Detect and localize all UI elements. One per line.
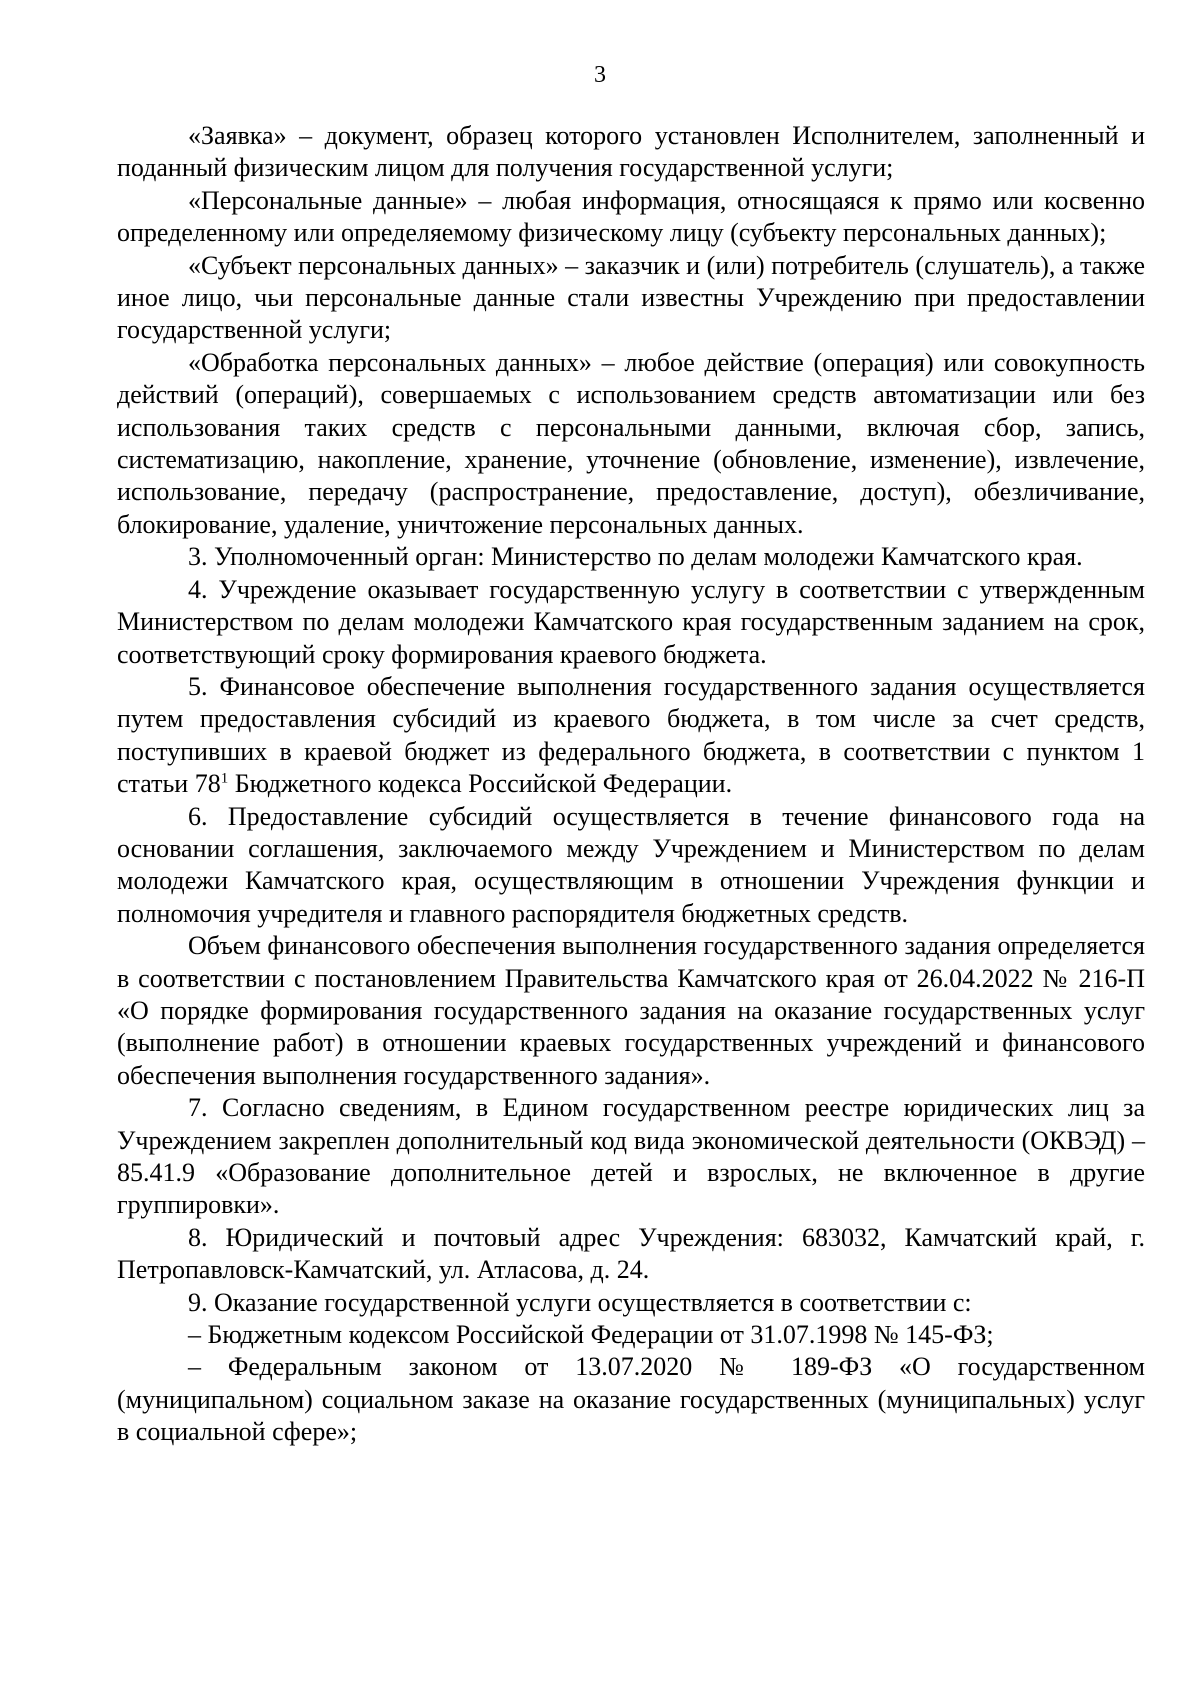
paragraph-item-7: 7. Согласно сведениям, в Едином государственном реестре юридических лиц за Учреждением закреплен дополнительный код вида экономической деятельности (ОКВЭД) – 85.41.9 «Образование дополнительное детей и взрослых, не включенное в другие группировки».: [117, 1093, 1145, 1220]
paragraph-definition-personal-data: «Персональные данные» – любая информация, относящаяся к прямо или косвенно определенному или определяемому физическому лицу (субъекту персональных данных);: [117, 185, 1145, 248]
page-number: 3: [594, 62, 606, 88]
list-item-federal-law: – Федеральным законом от 13.07.2020 № 189-ФЗ «О государственном (муниципальном) социальном заказе на оказание государственных (муниципальных) услуг в социальной сфере»;: [117, 1352, 1145, 1447]
paragraph-item-9: 9. Оказание государственной услуги осуществляется в соответствии с:: [188, 1287, 972, 1317]
paragraph-item-8: 8. Юридический и почтовый адрес Учреждения: 683032, Камчатский край, г. Петропавловск-Камчатский, ул. Атласова, д. 24.: [117, 1222, 1145, 1285]
paragraph-item-5-text: 5. Финансовое обеспечение выполнения государственного задания осуществляется путем предоставления субсидий из краевого бюджета, в том числе за счет средств, поступивших в краевой бюджет из федерального бюджета, в соответствии с пунктом 1 статьи 78: [117, 671, 1145, 799]
paragraph-definition-data-subject: «Субъект персональных данных» – заказчик и (или) потребитель (слушатель), а также иное лицо, чьи персональные данные стали известны Учреждению при предоставлении государственной услуги;: [117, 250, 1145, 345]
paragraph-definition-application: «Заявка» – документ, образец которого установлен Исполнителем, заполненный и поданный физическим лицом для получения государственной услуги;: [117, 121, 1145, 183]
paragraph-item-4: 4. Учреждение оказывает государственную услугу в соответствии с утвержденным Министерством по делам молодежи Камчатского края государственным заданием на срок, соответствующий сроку формирования краевого бюджета.: [117, 574, 1145, 669]
paragraph-definition-data-processing: «Обработка персональных данных» – любое действие (операция) или совокупность действий (операций), совершаемых с использованием средств автоматизации или без использования таких средств с персональными данными, включая сбор, запись, систематизацию, накопление, хранение, уточнение (обновление, изменение), извлечение, использование, передачу (распространение, предоставление, доступ), обезличивание, блокирование, удаление, уничтожение персональных данных.: [117, 347, 1145, 539]
document-body: [117, 120, 1145, 1449]
paragraph-item-5: [117, 671, 1145, 801]
list-item-budget-code: – Бюджетным кодексом Российской Федерации от 31.07.1998 № 145-ФЗ;: [188, 1320, 994, 1350]
paragraph-item-5-text-end: Бюджетного кодекса Российской Федерации.: [228, 769, 733, 799]
paragraph-item-6: 6. Предоставление субсидий осуществляется в течение финансового года на основании соглашения, заключаемого между Учреждением и Министерством по делам молодежи Камчатского края, осуществляющим в отношении Учреждения функции и полномочия учредителя и главного распорядителя бюджетных средств.: [117, 801, 1145, 928]
superscript-article-index: 1: [220, 770, 229, 787]
paragraph-item-3: 3. Уполномоченный орган: Министерство по делам молодежи Камчатского края.: [188, 542, 1083, 572]
paragraph-funding-volume: Объем финансового обеспечения выполнения государственного задания определяется в соответствии с постановлением Правительства Камчатского края от 26.04.2022 № 216-П «О порядке формирования государственного задания на оказание государственных услуг (выполнение работ) в отношении краевых государственных учреждений и финансового обеспечения выполнения государственного задания».: [117, 931, 1145, 1090]
